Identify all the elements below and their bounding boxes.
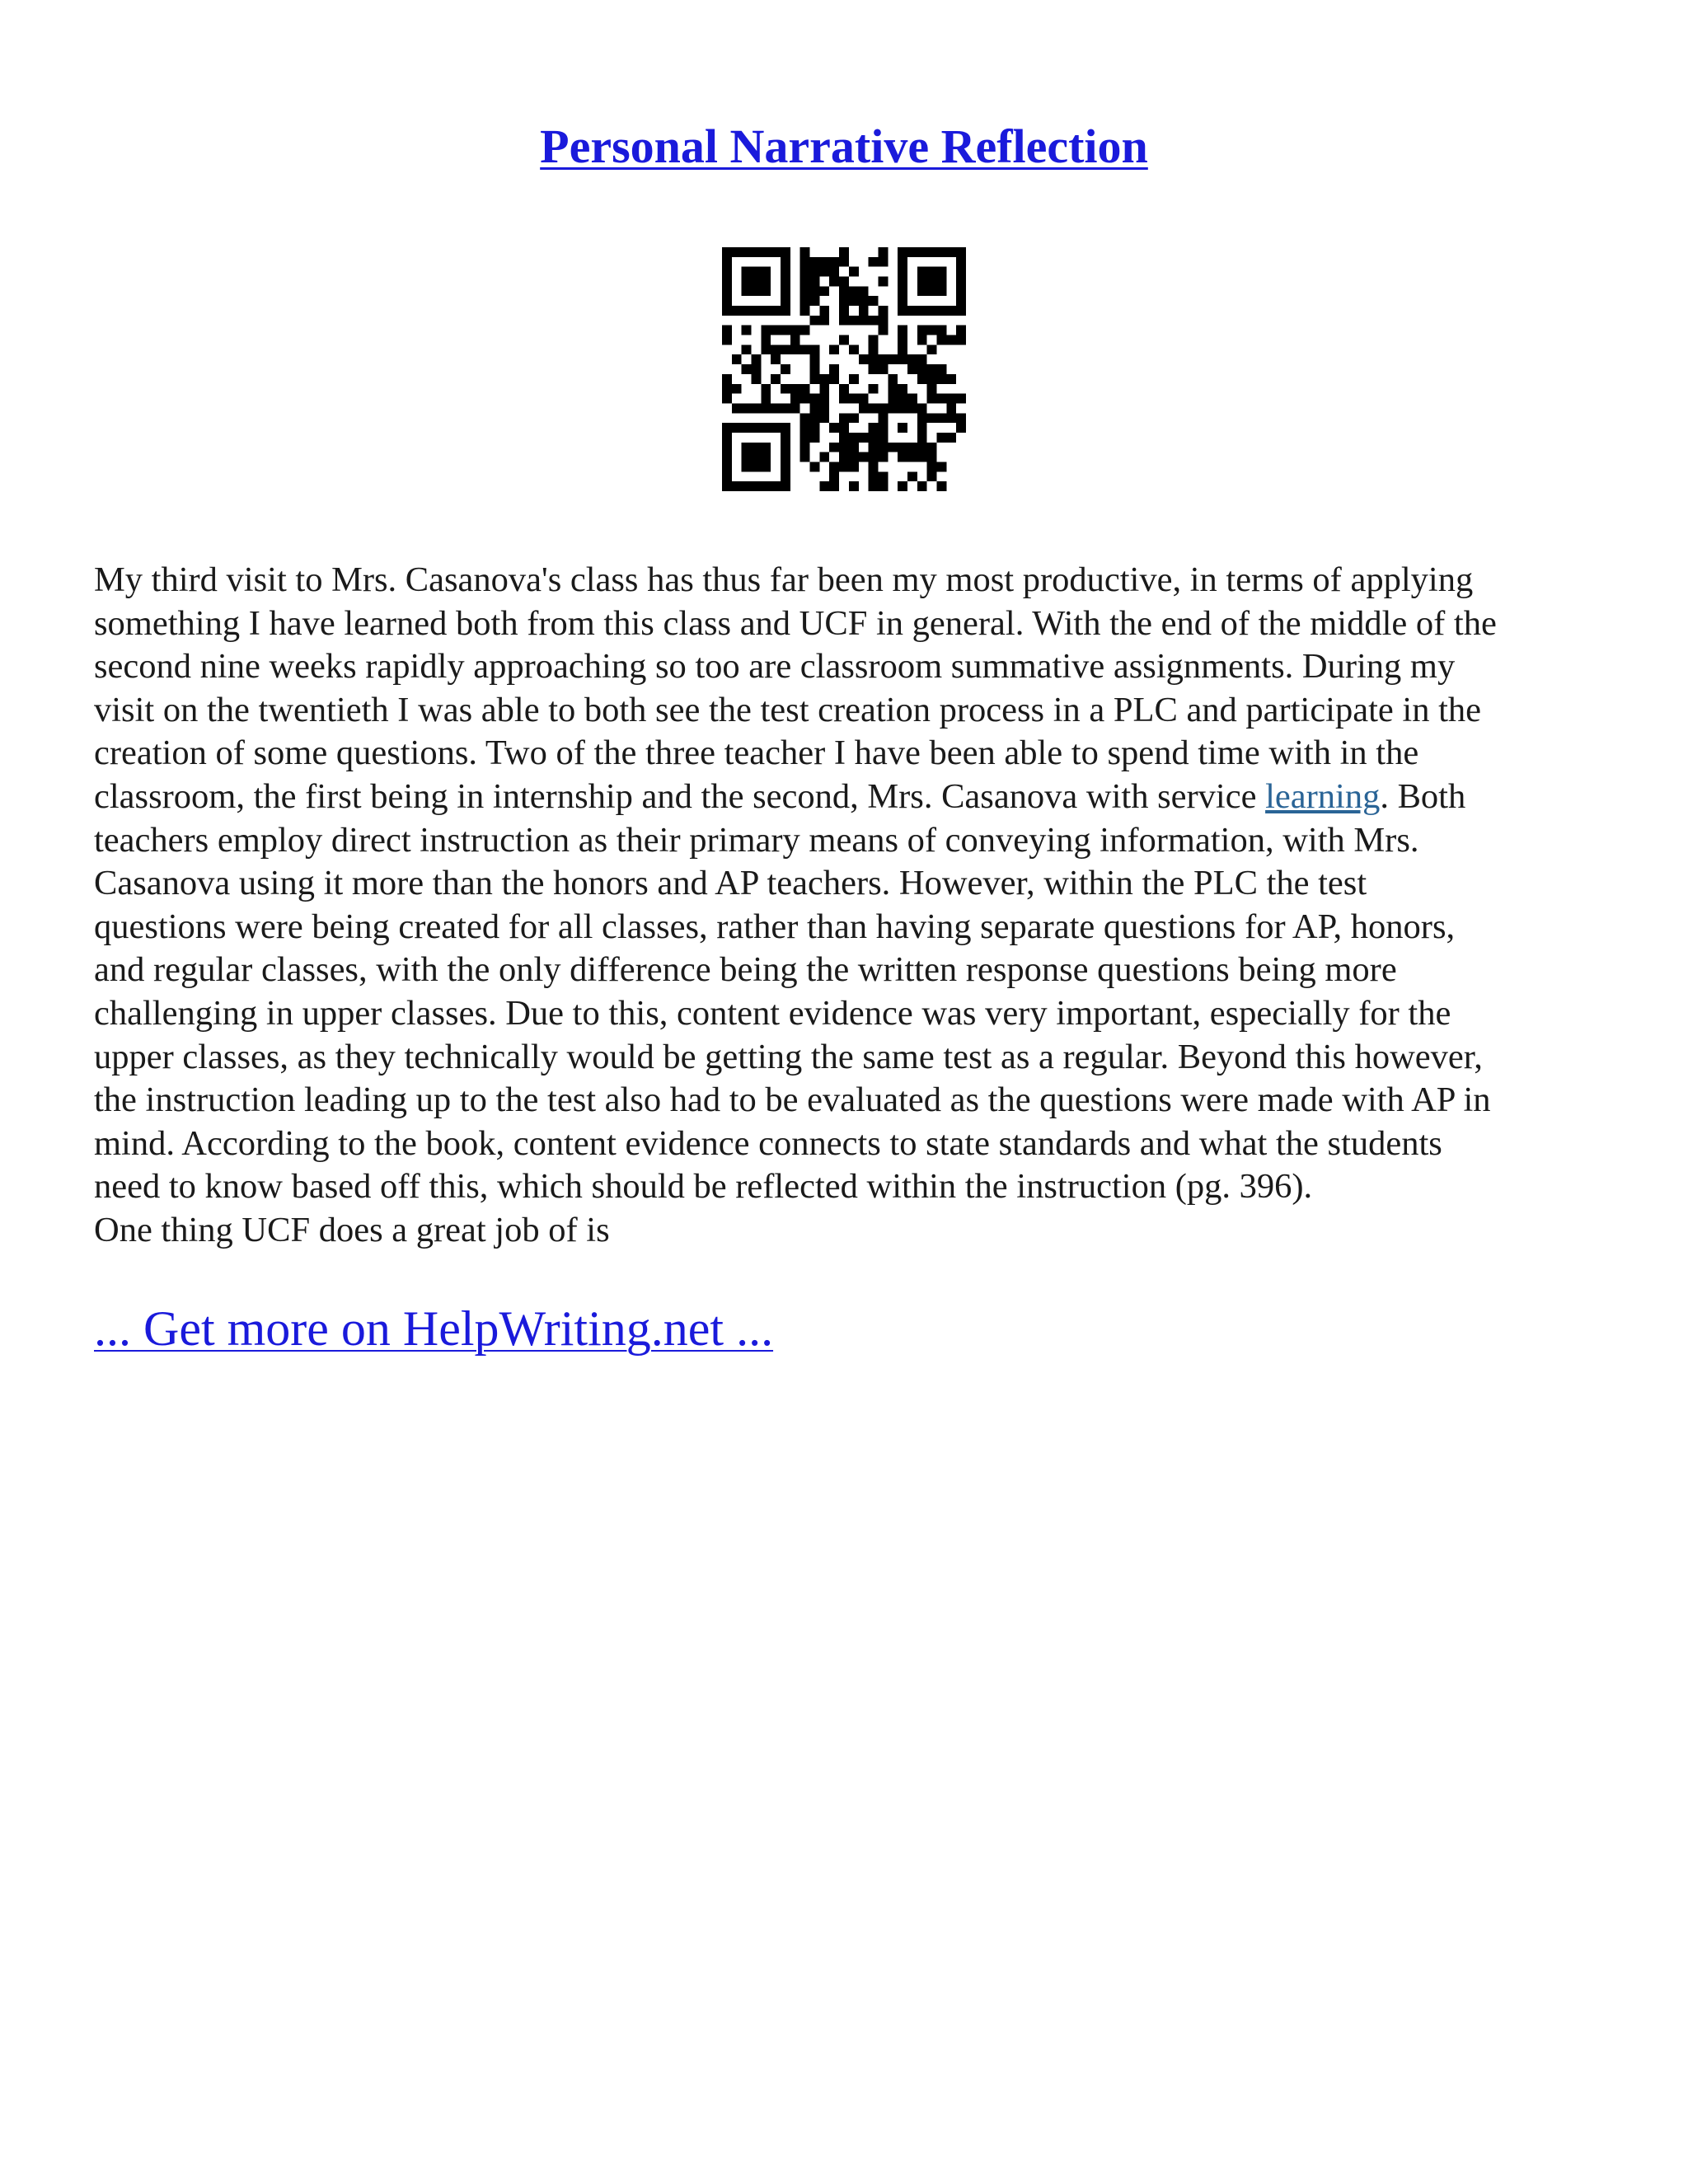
paragraph-line: need to know based off this, which should be reflected within the instruction (pg. 396). (94, 1167, 1313, 1207)
title-link[interactable]: Personal Narrative Reflection (540, 120, 1148, 173)
learning-link[interactable]: learning (1265, 776, 1381, 816)
paragraph-fragment: . Both (1380, 776, 1466, 816)
paragraph-line: questions were being created for all classes, rather than having separate questions for AP, honors, (94, 907, 1456, 946)
paragraph-line: visit on the twentieth I was able to both see the test creation process in a PLC and participate in the (94, 690, 1482, 729)
paragraph-line: My third visit to Mrs. Casanova's class has thus far been my most productive, in terms of applying (94, 560, 1474, 599)
paragraph-line: the instruction leading up to the test also had to be evaluated as the questions were made with AP in (94, 1080, 1491, 1120)
paragraph-line: mind. According to the book, content evidence connects to state standards and what the students (94, 1123, 1442, 1163)
body-paragraph (94, 559, 1602, 1253)
get-more-link[interactable]: ... Get more on HelpWriting.net ... (94, 1301, 774, 1356)
paragraph-line: creation of some questions. Two of the three teacher I have been able to spend time with in the (94, 733, 1419, 773)
paragraph-line: something I have learned both from this class and UCF in general. With the end of the middle of the (94, 603, 1497, 643)
paragraph-line: teachers employ direct instruction as their primary means of conveying information, with Mrs. (94, 820, 1419, 860)
paragraph-line: classroom, the first being in internship and the second, Mrs. Casanova with service (94, 776, 1266, 816)
qr-code-icon (722, 247, 966, 491)
paragraph-line: and regular classes, with the only difference being the written response questions being more (94, 950, 1397, 990)
more-link-container (94, 1296, 773, 1361)
paragraph-line: One thing UCF does a great job of is (94, 1210, 610, 1249)
paragraph-line: upper classes, as they technically would be getting the same test as a regular. Beyond this however, (94, 1037, 1483, 1076)
document-title (0, 114, 1688, 180)
paragraph-line: Casanova using it more than the honors and AP teachers. However, within the PLC the test (94, 864, 1367, 903)
paragraph-line: second nine weeks rapidly approaching so too are classroom summative assignments. During my (94, 647, 1456, 687)
paragraph-line: challenging in upper classes. Due to this, content evidence was very important, especially for the (94, 993, 1451, 1033)
